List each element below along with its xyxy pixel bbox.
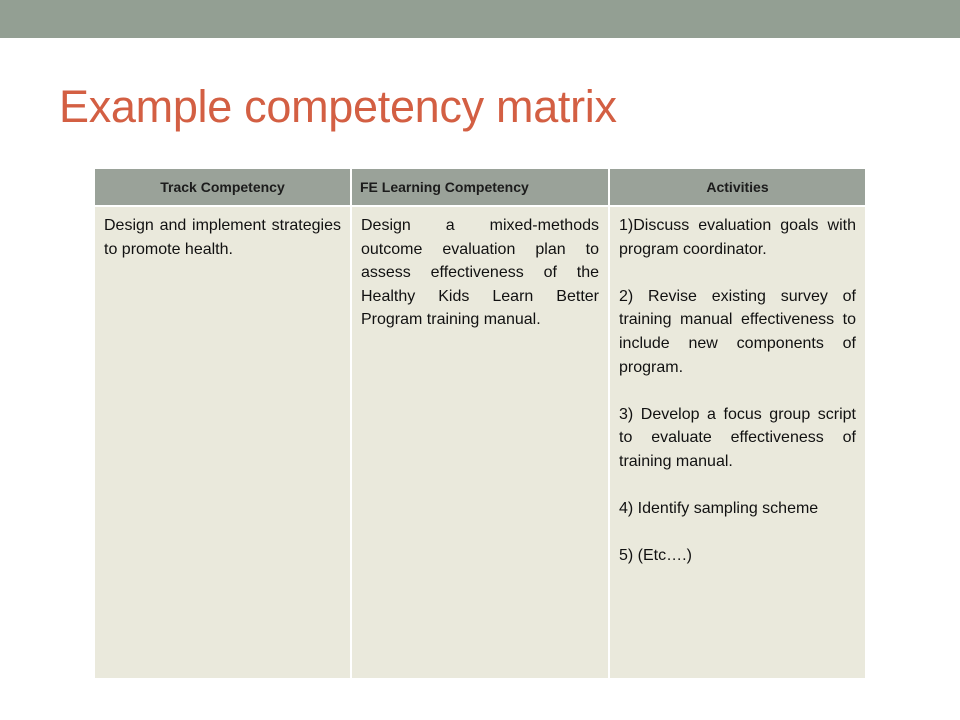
- table-header-row: [94, 168, 866, 206]
- table-row: [94, 206, 866, 679]
- activity-item: 5) (Etc….): [619, 547, 692, 565]
- cell-track-competency: [94, 206, 351, 679]
- competency-matrix-table: [93, 167, 867, 680]
- header-track-competency: Track Competency: [94, 168, 351, 206]
- top-accent-bar: [0, 0, 960, 38]
- activity-item: 4) Identify sampling scheme: [619, 500, 819, 518]
- header-fe-learning-competency: FE Learning Competency: [351, 168, 609, 206]
- slide-title: Example competency matrix: [59, 81, 617, 132]
- fe-learning-competency-text: Design a mixed-methods outcome evaluation plan to assess effectiveness of the Healthy Kids Learn Better Program training manual.: [361, 217, 599, 329]
- activity-item: 3) Develop a focus group script to evaluate effectiveness of training manual.: [619, 405, 856, 470]
- header-activities: Activities: [609, 168, 866, 206]
- track-competency-text: Design and implement strategies to promote health.: [104, 217, 341, 258]
- activity-item: 1)Discuss evaluation goals with program coordinator.: [619, 217, 856, 258]
- activity-item: 2) Revise existing survey of training manual effectiveness to include new components of program.: [619, 287, 856, 376]
- cell-fe-learning-competency: [351, 206, 609, 679]
- cell-activities: [609, 206, 866, 679]
